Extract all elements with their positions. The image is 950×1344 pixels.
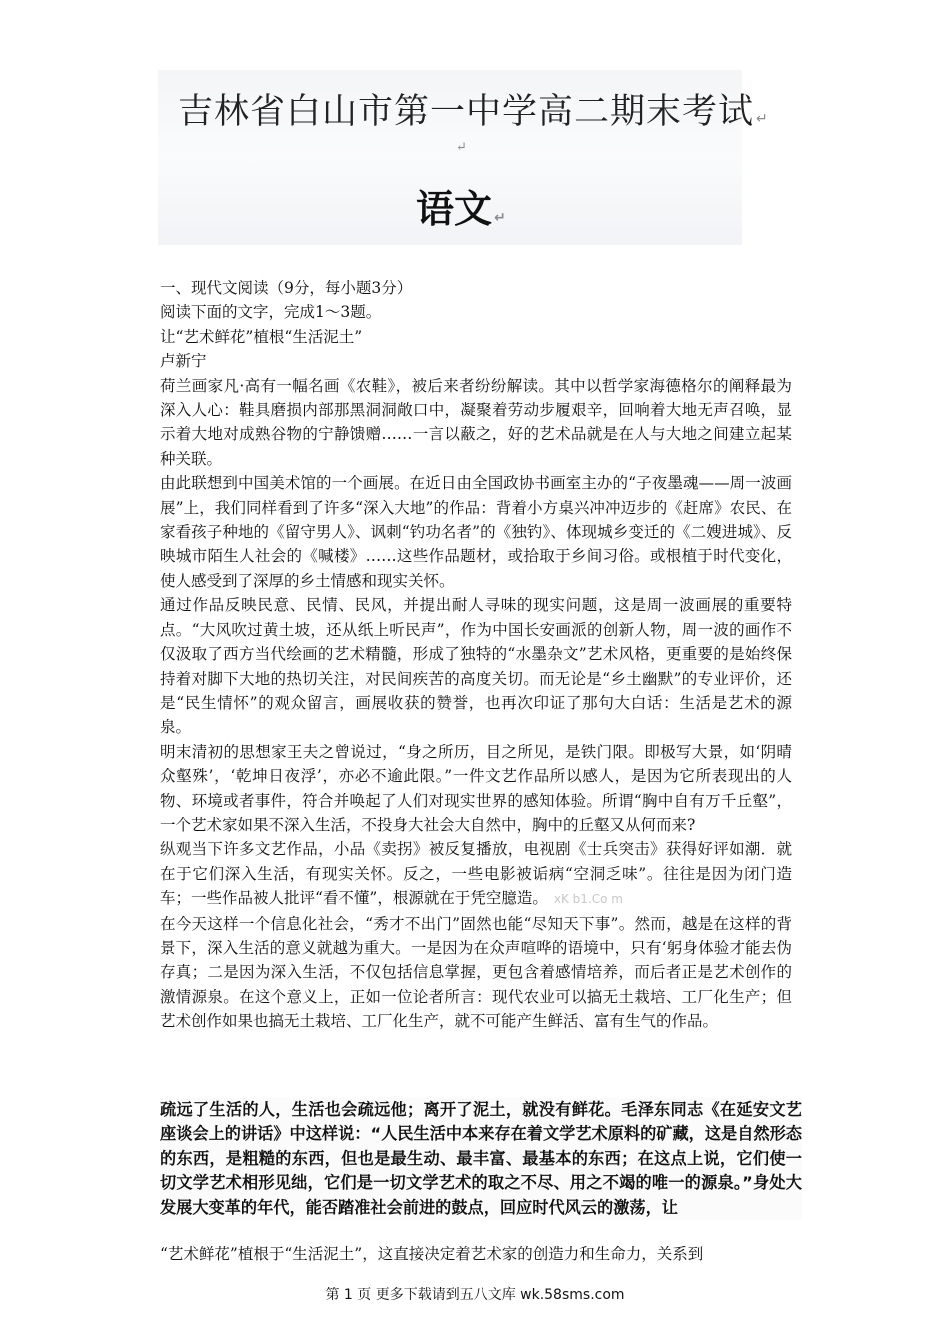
article-title: 让“艺术鲜花”植根“生活泥土” (160, 327, 363, 346)
scanned-text-image (160, 1098, 802, 1220)
continued-text (160, 1242, 792, 1266)
paragraph: 在今天这样一个信息化社会，“秀才不出门”固然也能“尽知天下事”。然而，越是在这样的背景下，深入生活的意义就越为重大。一是因为在众声喧哗的语境中，只有‘躬身体验才能去伪存真；二是因为深入生活，不仅包括信息掌握，更包含着感情培养，而后者正是艺术创作的激情源泉。在这个意义上，正如一位论者所言：现代农业可以搞无土栽培、工厂化生产；但艺术创作如果也搞无土栽培、工厂化生产，就不可能产生鲜活、富有生气的作品。 (160, 914, 792, 1031)
paragraph (160, 837, 792, 911)
watermark: xK b1.Co m (553, 892, 623, 907)
paragraph: 明末清初的思想家王夫之曾说过，“身之所历，目之所见，是铁门限。即极写大景，如‘阴晴众壑殊’，‘乾坤日夜浮’，亦必不逾此限。”一件文艺作品所以感人，是因为它所表现出的人物、环境或者事件，符合并唤起了人们对现实世界的感知体验。所谓“胸中自有万千丘壑”，一个艺术家如果不深入生活，不投身大社会大自然中，胸中的丘壑又从何而来? (160, 742, 792, 834)
header-image (158, 70, 769, 245)
subject-text: 语文 (416, 187, 493, 231)
paragraph: 通过作品反映民意、民情、民风，并提出耐人寻味的现实问题，这是周一波画展的重要特点。“大风吹过黄土坡，还从纸上听民声”，作为中国长安画派的创新人物，周一波的画作不仅汲取了西方当代绘画的艺术精髓，形成了独特的“水墨杂文”艺术风格，更重要的是始终保持着对脚下大地的热切关注，对民间疾苦的高度关切。而无论是“乡土幽默”的专业评价，还是“民生情怀”的观众留言，画展收获的赞誉，也再次印证了那句大白话：生活是艺术的源泉。 (160, 596, 792, 737)
paragraph-mark-icon: ↵ (756, 111, 769, 127)
article-body (160, 276, 792, 1034)
exam-title (178, 84, 769, 134)
paragraph: 荷兰画家凡·高有一幅名画《农鞋》，被后来者纷纷解读。其中以哲学家海德格尔的阐释最为深入人心：鞋具磨损内部那黑洞洞敞口中，凝聚着劳动步履艰辛，回响着大地无声召唤，显示着大地对成熟谷物的宁静馈赠……一言以蔽之，好的艺术品就是在人与大地之间建立起某种关联。 (160, 376, 792, 468)
paragraph-text: 纵观当下许多文艺作品，小品《卖拐》被反复播放，电视剧《士兵突击》获得好评如潮．就在于它们深入生活，有现实关怀。反之，一些电影被诟病“空洞乏味”。往往是因为闭门造车；一些作品被人批评“看不懂”，根源就在于凭空臆造。 (160, 840, 792, 908)
paragraph-mark-icon: ↵ (494, 210, 506, 226)
paragraph: 由此联想到中国美术馆的一个画展。在近日由全国政协书画室主办的“子夜墨魂——周一波画展”上，我们同样看到了许多“深入大地”的作品：背着小方桌兴冲冲迈步的《赶席》农民、在家看孩子种地的《留守男人》、讽刺“钓功名者”的《独钓》、体现城乡变迁的《二嫂进城》、反映城市陌生人社会的《喊楼》……这些作品题材，或拾取于乡间习俗。或根植于时代变化，使人感受到了深厚的乡土情感和现实关怀。 (160, 474, 792, 590)
paragraph: “艺术鲜花”植根于“生活泥土”，这直接决定着艺术家的创造力和生命力，关系到 (160, 1245, 704, 1263)
instruction: 阅读下面的文字，完成1～3题。 (160, 303, 382, 322)
section-heading: 一、现代文阅读（9分，每小题3分） (160, 279, 413, 297)
scanned-paragraph: 疏远了生活的人，生活也会疏远他；离开了泥土，就没有鲜花。毛泽东同志《在延安文艺座谈会上的讲话》中这样说：“人民生活中本来存在着文学艺术原料的矿藏，这是自然形态的东西，是粗糙的东西，但也是最生动、最丰富、最基本的东西；在这点上说，它们使一切文学艺术相形见绌，它们是一切文学艺术的取之不尽、用之不竭的唯一的源泉。”身处大发展大变革的年代，能否踏准社会前进的鼓点，回应时代风云的激荡，让 (160, 1100, 802, 1217)
subject-title (416, 178, 506, 233)
author: 卢新宁 (160, 352, 207, 371)
paragraph-mark-icon: ↵ (456, 140, 467, 155)
exam-title-text: 吉林省白山市第一中学高二期末考试 (178, 92, 755, 132)
page-footer: 第 1 页 更多下载请到五八文库 wk.58sms.com (325, 1287, 625, 1303)
